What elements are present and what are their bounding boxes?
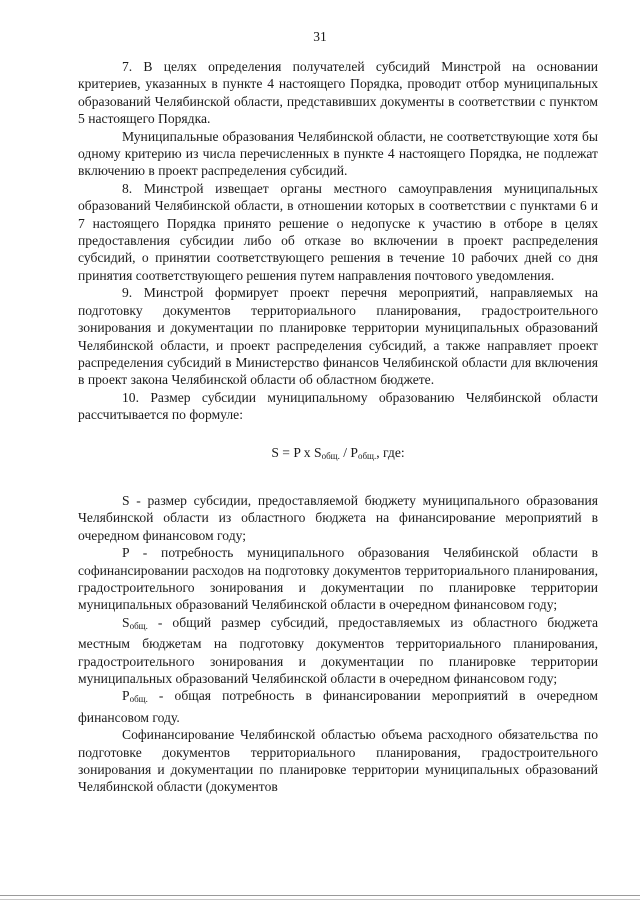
definition-symbol: S [122, 614, 130, 630]
page-bottom-edge-shadow [0, 899, 640, 900]
definition-symbol: P [122, 688, 130, 704]
definition-subscript: общ. [129, 620, 148, 631]
definition-p-total [78, 687, 598, 726]
page-bottom-edge [0, 895, 640, 896]
paragraph-8: 8. Минстрой извещает органы местного самоуправления муниципальных образований Челябинской области, в отношении которых в соответствии с пунктами 6 и 7 настоящего Порядка принято решение о недопуске к участию в отборе в целях предоставления субсидии либо об отказе во включении в проект распределения субсидий, о принятии соответствующего решения в течение 10 рабочих дней со дня принятия соответствующего решения путем направления почтового уведомления. [78, 180, 598, 283]
paragraph-7: 7. В целях определения получателей субсидий Минстрой на основании критериев, указанных в пункте 4 настоящего Порядка, проводит отбор муниципальных образований Челябинской области, представивших документы в соответствии с пунктом 5 настоящего Порядка. [78, 59, 598, 127]
definition-text: - общий размер субсидий, предоставляемых из областного бюджета местным бюджетам на подготовку документов территориального планирования, градостроительного зонирования и документации по планировке территории муниципальных образований Челябинской области в очередном финансовом году; [78, 614, 598, 686]
closing-paragraph: Софинансирование Челябинской областью объема расходного обязательства по подготовке документов территориального планирования, градостроительного зонирования и документации по планировке территории муниципальных образований Челябинской области (документов [78, 727, 598, 795]
formula-lhs: S = P x S [271, 444, 322, 460]
definition-s-total [78, 614, 598, 688]
paragraph-7-note: Муниципальные образования Челябинской области, не соответствующие хотя бы одному критерию из числа перечисленных в пункте 4 настоящего Порядка, не подлежат включению в проект распределения субсидий. [78, 128, 598, 179]
document-body [78, 58, 598, 796]
page-number: 31 [313, 29, 327, 44]
definition-p [78, 544, 598, 614]
paragraph-10: 10. Размер субсидии муниципальному образованию Челябинской области рассчитывается по формуле: [78, 389, 598, 423]
definition-subscript: общ. [129, 694, 148, 705]
paragraph-9: 9. Минстрой формирует проект перечня мероприятий, направляемых на подготовку документов территориального планирования, градостроительного зонирования и документации по планировке территории муниципальных образований Челябинской области, и проект распределения субсидий, а также направляет проект распределения субсидий в Министерство финансов Челябинской области для включения в проект закона Челябинской области об областном бюджете. [78, 285, 598, 388]
subsidy-formula [78, 444, 598, 465]
definition-text: - общая потребность в финансировании мероприятий в очередном финансовом году. [78, 688, 598, 725]
definition-symbol: P [122, 545, 130, 561]
definition-s [78, 492, 598, 544]
definition-text: - потребность муниципального образования Челябинской области в софинансировании расходов на подготовку документов территориального планирования, градостроительного зонирования и документации по планировке территории муниципальных образований Челябинской области в очередном финансовом году; [78, 545, 598, 613]
formula-sub-2: общ. [357, 450, 377, 461]
formula-sub-1: общ. [321, 450, 340, 461]
formula-mid: / P [339, 444, 358, 460]
formula-tail: , где: [376, 444, 405, 460]
definition-symbol: S [122, 492, 130, 508]
definition-text: - размер субсидии, предоставляемой бюджету муниципального образования Челябинской области из областного бюджета на финансирование мероприятий в очередном финансовом году; [78, 492, 598, 543]
